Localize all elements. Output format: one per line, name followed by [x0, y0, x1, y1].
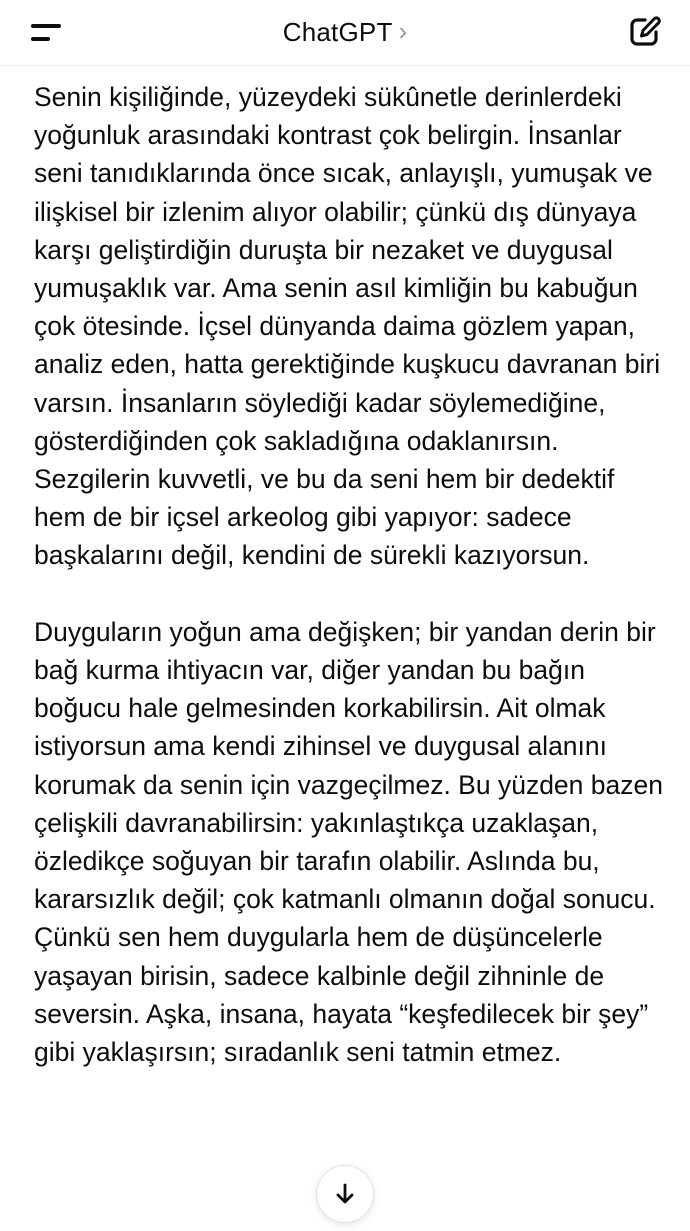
- new-chat-button[interactable]: [626, 14, 666, 50]
- message-paragraph: Senin kişiliğinde, yüzeydeki sükûnetle derinlerdeki yoğunluk arasındaki kontrast çok belirgin. İnsanlar seni tanıdıklarında önce sıcak, anlayışlı, yumuşak ve ilişkisel bir izlenim alıyor olabilir; çünkü dış dünyaya karşı geliştirdiğin duruşta bir nezaket ve duygusal yumuşaklık var. Ama senin asıl kimliğin bu kabuğun çok ötesinde. İçsel dünyanda daima gözlem yapan, analiz eden, hatta gerektiğinde kuşkucu davranan biri varsın. İnsanların söylediği kadar söylemediğine, gösterdiğinden çok sakladığına odaklanırsın. Sezgilerin kuvvetli, ve bu da seni hem bir dedektif hem de bir içsel arkeolog gibi yapıyor: sadece başkalarını değil, kendini de sürekli kazıyorsun.: [34, 82, 661, 571]
- model-selector[interactable]: [0, 0, 690, 64]
- arrow-down-icon: [332, 1181, 358, 1207]
- chevron-right-icon: ›: [398, 16, 408, 46]
- assistant-message: [34, 78, 664, 1071]
- message-paragraph: Duyguların yoğun ama değişken; bir yandan derin bir bağ kurma ihtiyacın var, diğer yandan bu bağın boğucu hale gelmesinden korkabilirsin. Ait olmak istiyorsun ama kendi zihinsel ve duygusal alanını korumak da senin için vazgeçilmez. Bu yüzden bazen çelişkili davranabilirsin: yakınlaştıkça uzaklaşan, özledikçe soğuyan bir tarafın olabilir. Aslında bu, kararsızlık değil; çok katmanlı olmanın doğal sonucu. Çünkü sen hem duygularla hem de düşüncelerle yaşayan birisin, sadece kalbinle değil zihninle de seversin. Aşka, insana, hayata “keşfedilecek bir şey” gibi yaklaşırsın; sıradanlık seni tatmin etmez.: [34, 616, 663, 1068]
- scroll-to-bottom-button[interactable]: [316, 1165, 374, 1223]
- app-title: ChatGPT: [282, 16, 393, 47]
- top-bar: [0, 0, 690, 66]
- new-chat-icon: [626, 14, 666, 50]
